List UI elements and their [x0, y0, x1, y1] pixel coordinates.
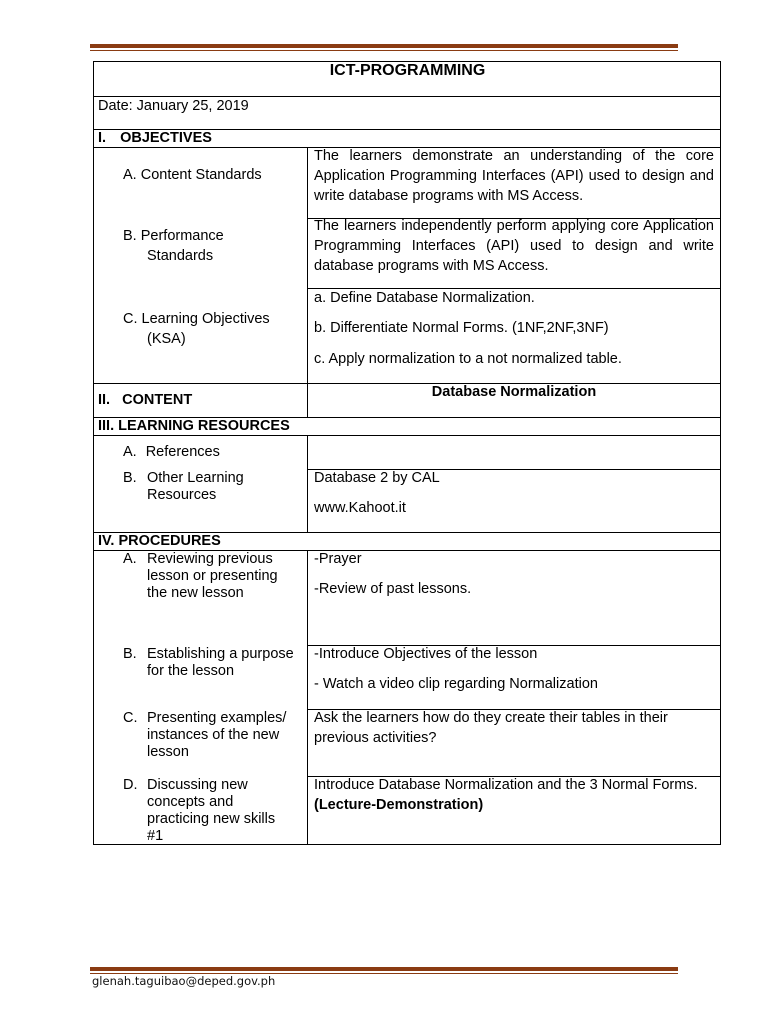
procedure-c-label: C. Presenting examples/ instances of the new lesson	[123, 710, 287, 760]
references-label: A. References	[123, 444, 220, 460]
list-item: c. Apply normalization to a not normalized table.	[314, 351, 622, 367]
procedure-c-text: Ask the learners how do they create their tables in their previous activities?	[314, 710, 668, 746]
procedure-b-label: B. Establishing a purpose for the lesson	[123, 646, 294, 679]
performance-standards-text: The learners independently perform applying core Application Programming Interfaces (API) used to design and write database programs with MS Access.	[314, 218, 714, 274]
procedure-a-text: -Prayer -Review of past lessons.	[314, 551, 472, 597]
content-standards-label: A. Content Standards	[123, 167, 262, 183]
performance-standards-label: B. Performance Standards	[123, 228, 224, 264]
content-topic: Database Normalization	[431, 384, 597, 400]
procedure-d-text: Introduce Database Normalization and the 3 Normal Forms. (Lecture-Demonstration)	[314, 777, 698, 813]
procedure-d-label: D. Discussing new concepts and practicing new skills #1	[123, 777, 276, 844]
learning-objectives-list	[314, 290, 714, 367]
page-title: ICT-PROGRAMMING	[329, 62, 486, 79]
header-rule	[90, 44, 678, 51]
list-item: Database 2 by CAL	[314, 470, 440, 486]
procedure-a-label: A. Reviewing previous lesson or presenting the new lesson	[123, 551, 278, 601]
list-item: www.Kahoot.it	[314, 500, 406, 516]
section-objectives: I. OBJECTIVES	[98, 130, 212, 146]
other-resources-values	[314, 470, 440, 516]
other-resources-label: B. Other Learning Resources	[123, 470, 244, 503]
content-standards-text: The learners demonstrate an understanding of the core Application Programming Interfaces (API) used to design and write database programs with MS Access.	[314, 148, 714, 204]
procedure-b-text: -Introduce Objectives of the lesson - Watch a video clip regarding Normalization	[314, 646, 598, 692]
footer-email: glenah.taguibao@deped.gov.ph	[92, 974, 276, 988]
list-item: a. Define Database Normalization.	[314, 290, 535, 306]
learning-objectives-label: C. Learning Objectives (KSA)	[123, 311, 270, 347]
section-procedures: IV. PROCEDURES	[98, 533, 221, 549]
footer-rule	[90, 967, 678, 974]
section-learning-resources: III. LEARNING RESOURCES	[98, 418, 290, 434]
lesson-date: Date: January 25, 2019	[98, 98, 249, 114]
section-content: II. CONTENT	[98, 392, 193, 408]
list-item: b. Differentiate Normal Forms. (1NF,2NF,3NF)	[314, 320, 609, 336]
